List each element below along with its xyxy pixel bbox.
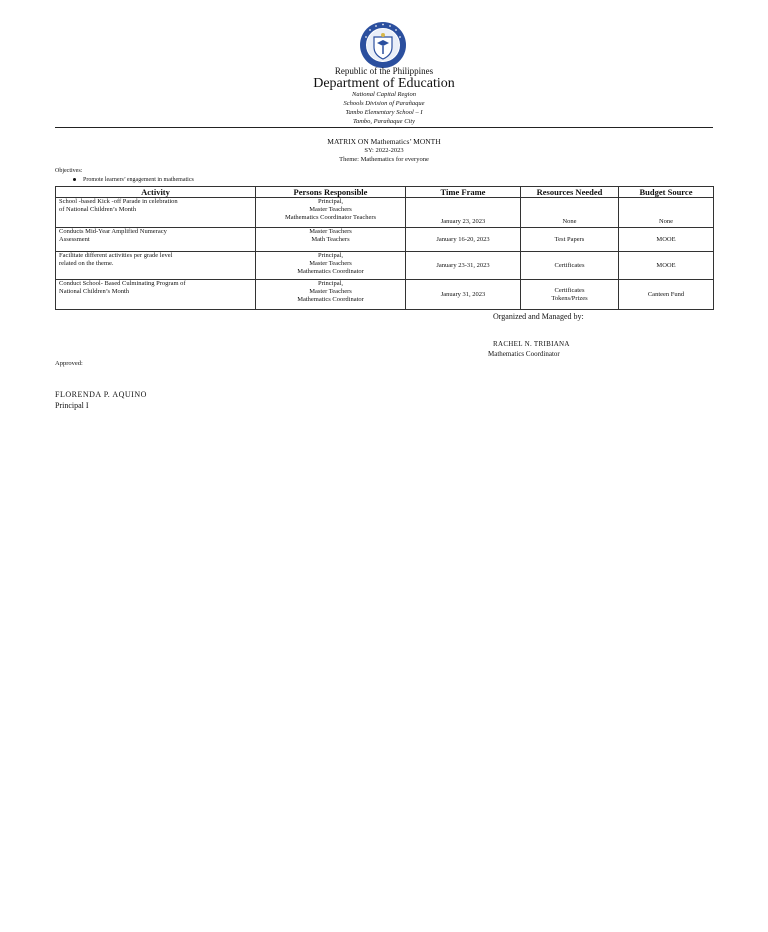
time-cell: January 23-31, 2023 <box>406 252 521 280</box>
republic-label: Republic of the Philippines <box>334 66 434 76</box>
persons-cell <box>256 198 406 228</box>
header-time: Time Frame <box>406 187 521 198</box>
time-cell: January 23, 2023 <box>406 198 521 228</box>
header-persons: Persons Responsible <box>256 187 406 198</box>
table-row <box>56 280 714 310</box>
coordinator-name: RACHEL N. TRIBIANA <box>493 340 570 348</box>
person-line: Principal, <box>317 280 344 287</box>
activity-line: Conduct School- Based Culminating Program of <box>59 280 186 287</box>
activity-line: National Children’s Month <box>59 288 130 295</box>
region-label: National Capital Region <box>352 91 416 98</box>
school-label: Tambo Elementary School – I <box>345 109 423 116</box>
table-row <box>56 228 714 252</box>
header-resources: Resources Needed <box>521 187 619 198</box>
person-line: Mathematics Coordinator Teachers <box>284 214 377 221</box>
objectives-label: Objectives: <box>55 168 83 174</box>
person-line: Principal, <box>317 198 344 205</box>
resources-cell <box>521 280 619 310</box>
table-header-row <box>56 187 714 198</box>
theme-label: Theme: Mathematics for everyone <box>339 156 429 163</box>
person-line: Principal, <box>317 252 344 259</box>
organized-by-label: Organized and Managed by: <box>493 312 584 321</box>
activity-cell <box>56 280 256 310</box>
address-label: Tambo, Parañaque City <box>352 118 416 125</box>
budget-cell: None <box>619 198 714 228</box>
person-line: Master Teachers <box>309 260 352 267</box>
person-line: Master Teachers <box>309 228 352 235</box>
approved-label: Approved: <box>55 360 83 367</box>
resources-cell: Test Papers <box>521 228 619 252</box>
person-line: Master Teachers <box>309 206 352 213</box>
division-label: Schools Division of Parañaque <box>343 100 425 107</box>
table-row <box>56 198 714 228</box>
budget-cell: MOOE <box>619 228 714 252</box>
budget-cell: Canteen Fund <box>619 280 714 310</box>
person-line: Math Teachers <box>311 236 350 243</box>
person-line: Mathematics Coordinator <box>297 268 364 275</box>
deped-seal-icon <box>359 21 407 69</box>
matrix-title: MATRIX ON Mathematics’ MONTH <box>327 137 441 146</box>
table-row <box>56 252 714 280</box>
person-line: Mathematics Coordinator <box>297 296 364 303</box>
person-line: Master Teachers <box>309 288 352 295</box>
department-title: Department of Education <box>313 76 455 91</box>
persons-cell <box>256 252 406 280</box>
activity-line: Conducts Mid-Year Amplified Numeracy <box>59 228 167 235</box>
persons-cell <box>256 228 406 252</box>
activity-line: Facilitate different activities per grade level <box>59 252 173 259</box>
persons-cell <box>256 280 406 310</box>
budget-cell: MOOE <box>619 252 714 280</box>
school-year: SY: 2022-2023 <box>364 147 404 154</box>
activity-line: School -based Kick -off Parade in celebration <box>59 198 178 205</box>
principal-title: Principal I <box>55 401 89 410</box>
resources-cell: Certificates <box>521 252 619 280</box>
activity-cell <box>56 228 256 252</box>
resource-line: Certificates <box>554 286 585 294</box>
activity-cell <box>56 198 256 228</box>
principal-name: FLORENDA P. AQUINO <box>55 390 147 399</box>
header-activity: Activity <box>56 187 256 198</box>
time-cell: January 31, 2023 <box>406 280 521 310</box>
resource-line: Tokens/Prizes <box>551 294 588 302</box>
activity-line: of National Children’s Month <box>59 206 137 213</box>
activity-line: Assessment <box>59 236 90 243</box>
header-budget: Budget Source <box>619 187 714 198</box>
header-divider <box>55 127 713 128</box>
bullet-icon <box>73 178 76 181</box>
objective-item <box>73 177 194 183</box>
activity-line: related on the theme. <box>59 260 114 267</box>
coordinator-title: Mathematics Coordinator <box>488 350 560 358</box>
objective-text: Promote learners’ engagement in mathematics <box>83 177 194 183</box>
activity-cell <box>56 252 256 280</box>
resources-cell: None <box>521 198 619 228</box>
time-cell: January 16-20, 2023 <box>406 228 521 252</box>
activity-matrix-table <box>55 186 714 310</box>
